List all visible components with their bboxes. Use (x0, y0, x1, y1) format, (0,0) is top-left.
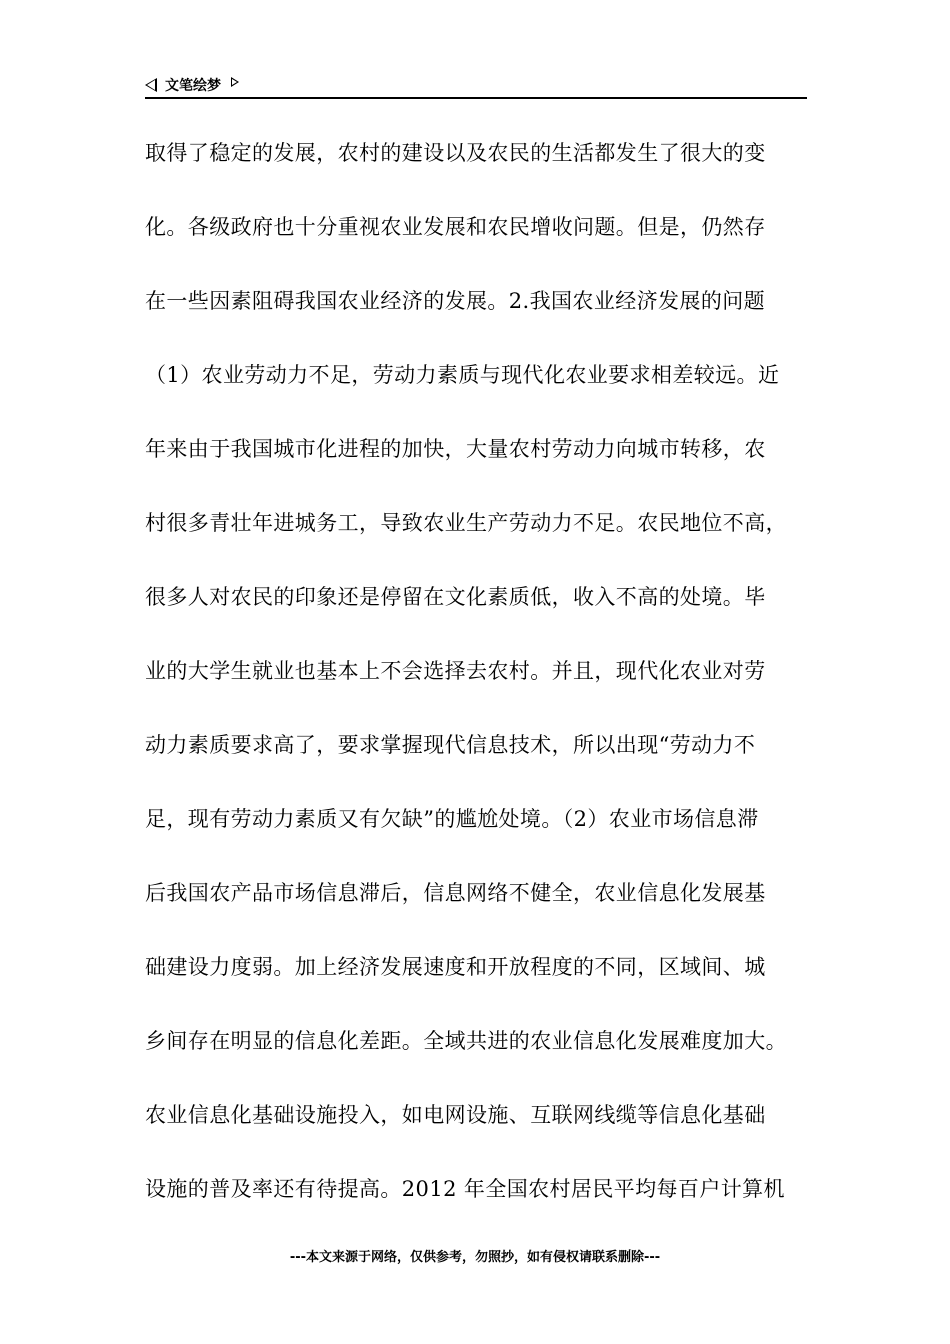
header-divider (145, 97, 807, 99)
triangle-right-icon (231, 77, 239, 87)
body-line: 取得了稳定的发展，农村的建设以及农民的生活都发生了很大的变 (145, 141, 766, 165)
header-title: 文笔绘梦 (165, 78, 221, 94)
body-line: 很多人对农民的印象还是停留在文化素质低，收入不高的处境。毕 (145, 585, 766, 609)
body-line: 足，现有劳动力素质又有欠缺”的尴尬处境。（2）农业市场信息滞 (145, 807, 759, 831)
body-line: 农业信息化基础设施投入，如电网设施、互联网线缆等信息化基础 (145, 1103, 766, 1127)
body-line: 村很多青壮年进城务工，导致农业生产劳动力不足。农民地位不高， (145, 511, 787, 535)
body-line: （1）农业劳动力不足，劳动力素质与现代化农业要求相差较远。近 (145, 363, 780, 387)
body-line: 化。各级政府也十分重视农业发展和农民增收问题。但是，仍然存 (145, 215, 766, 239)
body-line: 础建设力度弱。加上经济发展速度和开放程度的不同，区域间、城 (145, 955, 766, 979)
body-line: 在一些因素阻碍我国农业经济的发展。2.我国农业经济发展的问题 (145, 289, 766, 313)
body-line: 年来由于我国城市化进程的加快，大量农村劳动力向城市转移，农 (145, 437, 766, 461)
body-line: 乡间存在明显的信息化差距。全域共进的农业信息化发展难度加大。 (145, 1029, 787, 1053)
body-line: 业的大学生就业也基本上不会选择去农村。并且，现代化农业对劳 (145, 659, 766, 683)
page-header (145, 72, 805, 98)
body-line: 动力素质要求高了，要求掌握现代信息技术，所以出现“劳动力不 (145, 733, 756, 757)
footer-disclaimer: ---本文来源于网络，仅供参考，勿照抄，如有侵权请联系删除--- (289, 1250, 661, 1265)
triangle-left-icon (145, 78, 157, 92)
body-line: 设施的普及率还有待提高。2012 年全国农村居民平均每百户计算机 (145, 1177, 785, 1201)
body-text (145, 128, 810, 1238)
body-line: 后我国农产品市场信息滞后，信息网络不健全，农业信息化发展基 (145, 881, 766, 905)
